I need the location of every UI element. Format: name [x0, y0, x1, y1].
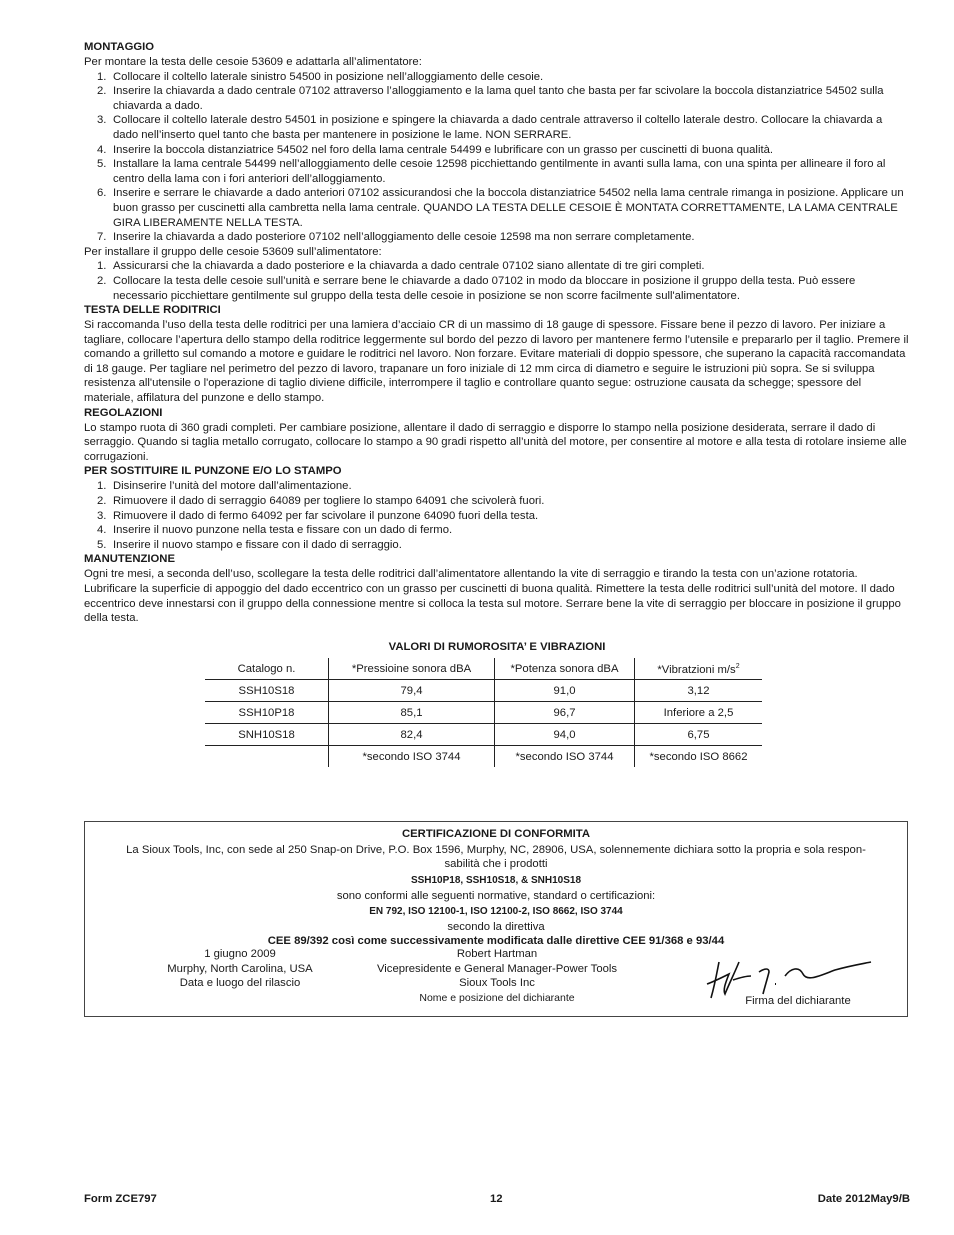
footer-page-number: 12: [490, 1193, 503, 1205]
certificate-line-1: La Sioux Tools, Inc, con sede al 250 Snap-on Drive, P.O. Box 1596, Murphy, NC, 28906, USA, solennemente dichiara sotto la propria e sola respon-: [126, 843, 866, 856]
list-item: 5. Installare la lama centrale 54499 nell’alloggiamento delle cesoie 12598 picchiettando gentilmente in avanti sulla lama, con una spinta per allineare il foro al centro della lama con i fori anteriori dell’alloggiamento.: [97, 158, 886, 185]
list-item: 7. Inserire la chiavarda a dado posteriore 07102 nell’alloggiamento delle cesoie 12598 ma non serrare completamente.: [97, 231, 695, 244]
section-heading-manutenzione: MANUTENZIONE: [84, 553, 175, 566]
table-row: [205, 746, 762, 768]
section-heading-sostituire: PER SOSTITUIRE IL PUNZONE E/O LO STAMPO: [84, 465, 342, 478]
table-note: *secondo ISO 3744: [329, 746, 495, 768]
signature-label: Firma del dichiarante: [745, 995, 851, 1007]
table-cell: 91,0: [495, 680, 635, 702]
table-cell: SSH10S18: [205, 680, 329, 702]
table-cell: 96,7: [495, 702, 635, 724]
declarant-company: Sioux Tools Inc: [459, 977, 535, 990]
list-item: 1. Assicurarsi che la chiavarda a dado posteriore e la chiavarda a dado centrale 07102 siano allentate di tre giri completi.: [97, 260, 705, 273]
table-row: [205, 724, 762, 746]
table-header: Catalogo n.: [205, 658, 329, 680]
montaggio-intro: Per montare la testa delle cesoie 53609 e adattarla all’alimentatore:: [84, 56, 422, 68]
table-cell: SSH10P18: [205, 702, 329, 724]
issue-date: 1 giugno 2009: [204, 948, 276, 960]
table-header: *Vibratzioni $m/s^2$: [635, 658, 763, 680]
section-heading-testa: TESTA DELLE RODITRICI: [84, 304, 221, 317]
montaggio-steps-2: [84, 259, 910, 303]
certificate-box: [84, 821, 908, 1017]
manutenzione-text: Ogni tre mesi, a seconda dell’uso, scollegare la testa delle roditrici dall’alimentatore allentando la vite di serraggio e tirando la testa con un’azione rotatoria. Lubrificare la superficie di appoggio del dado eccentrico con un grasso per cuscinetti di buona qualità. Rimettere la testa delle roditrici sull’unità del motore. Il dado eccentrico deve innestarsi con il gruppo della connessione mentre si colloca la testa sul motore. Serrare bene la vite di serraggio per bloccare in posizione il gruppo della testa.: [84, 568, 901, 625]
table-row: [205, 680, 762, 702]
montaggio-intro-2: Per installare il gruppo delle cesoie 53609 sull’alimentatore:: [84, 245, 382, 258]
list-item: 1. Collocare il coltello laterale sinistro 54500 in posizione nell’alloggiamento delle cesoie.: [97, 70, 544, 83]
list-item: 2. Inserire la chiavarda a dado centrale 07102 attraverso l’alloggiamento e la lama quel tanto che basta per far scivolare la boccola distanziatrice 54502 sulla chiavarda a dado.: [97, 85, 884, 112]
table-cell: SNH10S18: [205, 724, 329, 746]
table-cell: 82,4: [329, 724, 495, 746]
issue-place: Murphy, North Carolina, USA: [167, 962, 313, 975]
certificate-directive: CEE 89/392 così come successivamente modificata dalle direttive CEE 91/368 e 93/44: [267, 935, 725, 948]
list-item: 6. Inserire e serrare le chiavarde a dado anteriori 07102 assicurandosi che la boccola distanziatrice 54502 nella lama centrale rimanga in posizione. Applicare un buon grasso per cuscinetti alla cambretta nella lama centrale. QUANDO LA TESTA DELLE CESOIE È MONTATA CORRETTAMENTE, LA LAMA CENTRALE GIRA LIBERAMENTE NELLA TESTA.: [97, 187, 904, 229]
certificate-products: SSH10P18, SSH10S18, & SNH10S18: [410, 874, 582, 886]
table-header-row: [205, 658, 762, 680]
section-heading-montaggio: MONTAGGIO: [84, 41, 155, 53]
table-cell: 85,1: [329, 702, 495, 724]
list-item: 3. Collocare il coltello laterale destro 54501 in posizione e spingere la chiavarda a dado centrale attraverso il coltello laterale destro. Collocare la chiavarda a dado nell’inserto quel tanto che basta per mantenere in posizione le lame. NON SERRARE.: [97, 114, 883, 141]
table-header: *Potenza sonora dBA: [495, 658, 635, 680]
list-item: 4. Inserire il nuovo punzone nella testa e fissare con un dado di fermo.: [97, 524, 453, 537]
table-cell: 6,75: [635, 724, 763, 746]
table-row: [205, 702, 762, 724]
list-item: 3. Rimuovere il dado di fermo 64092 per far scivolare il punzone 64090 fuori della testa.: [97, 509, 539, 522]
footer-date: Date 2012May9/B: [817, 1193, 910, 1205]
sostituire-steps: [84, 479, 910, 552]
list-item: 2. Collocare la testa delle cesoie sull’unità e serrare bene le chiavarde a dado 07102 in modo da bloccare in posizione il gruppo della testa. Può essere necessario picchiettare gentilmente sul gruppo della testa delle cesoie in posizione se non scorre facilmente sull'alimentatore.: [97, 274, 856, 302]
table-cell: 94,0: [495, 724, 635, 746]
issue-label: Data e luogo del rilascio: [179, 977, 301, 990]
noise-vibration-table: [205, 658, 762, 767]
table-cell: 3,12: [635, 680, 763, 702]
document-body: [84, 40, 910, 767]
table-header: *Pressioine sonora dBA: [329, 658, 495, 680]
footer-form: Form ZCE797: [84, 1193, 157, 1205]
testa-text: Si raccomanda l’uso della testa delle roditrici per una lamiera d’acciaio CR di un massimo di 18 gauge di spessore. Fissare bene il pezzo di lavoro. Per iniziare a tagliare, collocare l’apertura dello stampo della roditrice leggermente sul bordo del pezzo di lavoro per mantenere fermo l’utensile e prepararlo per il taglio. Premere il comando a grilletto sul comando a motore e guidare le roditrici nel lavoro. Non forzare. Evitare materiali di doppio spessore, che superano la capacità raccomandata di 18 gauge. Per tagliare nel perimetro del pezzo di lavoro, trapanare un foro iniziale di 12 mm circa di diametro e seguire le istruzioni più sopra. Se si sviluppa resistenza all'utensile o l'operazione di taglio diviene difficile, interrompere il taglio e controllare quanto segue: ostruzione causata da schegge; spessore del materiale, affilatura del punzone e dello stampo.: [84, 319, 909, 405]
certificate-conform: sono conformi alle seguenti normative, standard o certificazioni:: [336, 890, 656, 903]
certificate-line-2: sabilità che i prodotti: [444, 858, 548, 871]
certificate-directive-label: secondo la direttiva: [447, 920, 545, 933]
certificate-declarant-block: [337, 947, 657, 1005]
table-note: *secondo ISO 8662: [635, 746, 763, 768]
montaggio-steps: [84, 70, 910, 245]
table-cell: 79,4: [329, 680, 495, 702]
certificate-standards: EN 792, ISO 12100-1, ISO 12100-2, ISO 8662, ISO 3744: [369, 905, 623, 917]
certificate-title: CERTIFICAZIONE DI CONFORMITA: [401, 828, 591, 840]
list-item: 5. Inserire il nuovo stampo e fissare con il dado di serraggio.: [97, 538, 402, 551]
table-cell: Inferiore a 2,5: [635, 702, 763, 724]
list-item: 4. Inserire la boccola distanziatrice 54502 nel foro della lama centrale 54499 e lubrificare con un grasso per cuscinetti di buona qualità.: [97, 143, 774, 156]
list-item: 1. Disinserire l’unità del motore dall’alimentazione.: [97, 480, 352, 493]
declarant-position: Vicepresidente e General Manager-Power Tools: [376, 962, 618, 975]
section-heading-regolazioni: REGOLAZIONI: [84, 406, 163, 419]
certificate-issue-block: [125, 947, 355, 991]
declarant-label: Nome e posizione del dichiarante: [419, 991, 575, 1004]
regolazioni-text: Lo stampo ruota di 360 gradi completi. Per cambiare posizione, allentare il dado di serraggio e disporre lo stampo nella posizione desiderata, serrare il dado di serraggio. Quando si taglia metallo corrugato, collocare lo stampo a 90 gradi rispetto all’unità del motore, per consentire al motore e alla testa di rotolare insieme alle corrugazioni.: [84, 421, 907, 463]
list-item: 2. Rimuovere il dado di serraggio 64089 per togliere lo stampo 64091 che scivolerà fuori.: [97, 495, 545, 508]
table-note: *secondo ISO 3744: [495, 746, 635, 768]
table-title: VALORI DI RUMOROSITA’ E VIBRAZIONI: [388, 640, 606, 653]
declarant-name: Robert Hartman: [456, 948, 538, 960]
